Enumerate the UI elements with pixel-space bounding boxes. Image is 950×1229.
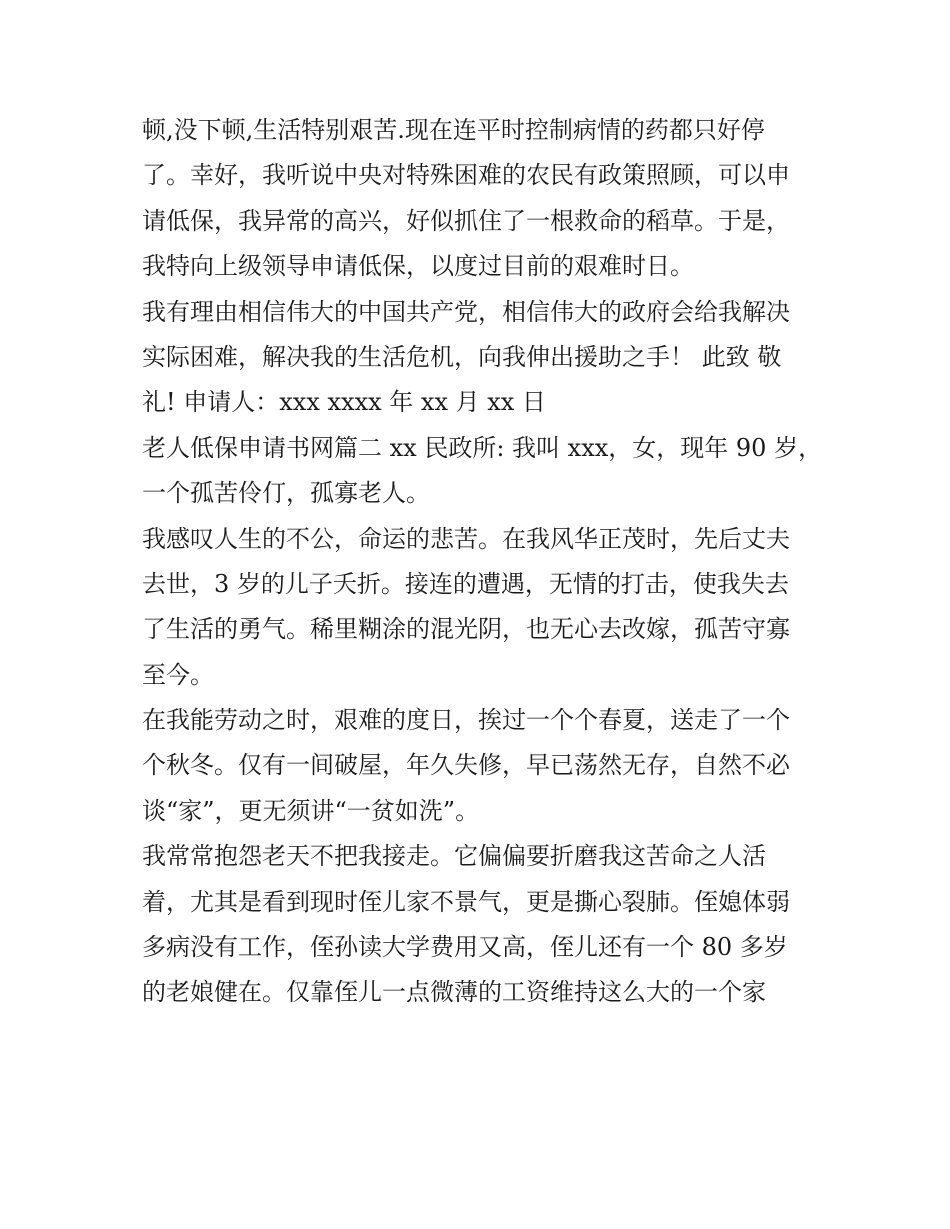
text-line: 去世，3 岁的儿子夭折。接连的遭遇，无情的打击，使我失去 [142,569,789,598]
text-line: 至今。 [142,660,214,689]
text-line: 老人低保申请书网篇二 xx 民政所: 我叫 xxx，女，现年 90 岁， [142,433,823,462]
text-line: 了生活的勇气。稀里糊涂的混光阴，也无心去改嫁，孤苦守寡 [142,615,790,644]
text-line: 顿,没下顿,生活特别艰苦.现在连平时控制病情的药都只好停 [142,116,765,144]
text-line: 个秋冬。仅有一间破屋，年久失修，早已荡然无存，自然不必 [142,751,790,780]
text-line: 了。幸好，我听说中央对特殊困难的农民有政策照顾，可以申 [142,161,790,190]
text-line: 在我能劳动之时，艰难的度日，挨过一个个春夏，送走了一个 [142,706,790,735]
text-line: 着，尤其是看到现时侄儿家不景气，更是撕心裂肺。侄媳体弱 [142,887,790,916]
text-line: 一个孤苦伶仃，孤寡老人。 [142,479,430,508]
text-line: 我特向上级领导申请低保，以度过目前的艰难时日。 [142,252,694,281]
text-line: 实际困难，解决我的生活危机，向我伸出援助之手！ 此致 敬 [142,342,782,371]
text-line: 礼! 申请人：xxx xxxx 年 xx 月 xx 日 [142,388,546,417]
text-line: 请低保，我异常的高兴，好似抓住了一根救命的稻草。于是， [142,206,790,235]
text-line: 的老娘健在。仅靠侄儿一点微薄的工资维持这么大的一个家 [142,978,766,1007]
text-line: 谈“家”，更无须讲“一贫如洗”。 [142,796,480,825]
text-line: 多病没有工作，侄孙读大学费用又高，侄儿还有一个 80 多岁 [142,933,788,962]
document-body [142,108,822,1016]
text-line: 我常常抱怨老天不把我接走。它偏偏要折磨我这苦命之人活 [142,842,766,871]
text-line: 我感叹人生的不公，命运的悲苦。在我风华正茂时，先后丈夫 [142,524,790,553]
text-line: 我有理由相信伟大的中国共产党，相信伟大的政府会给我解决 [142,297,790,326]
